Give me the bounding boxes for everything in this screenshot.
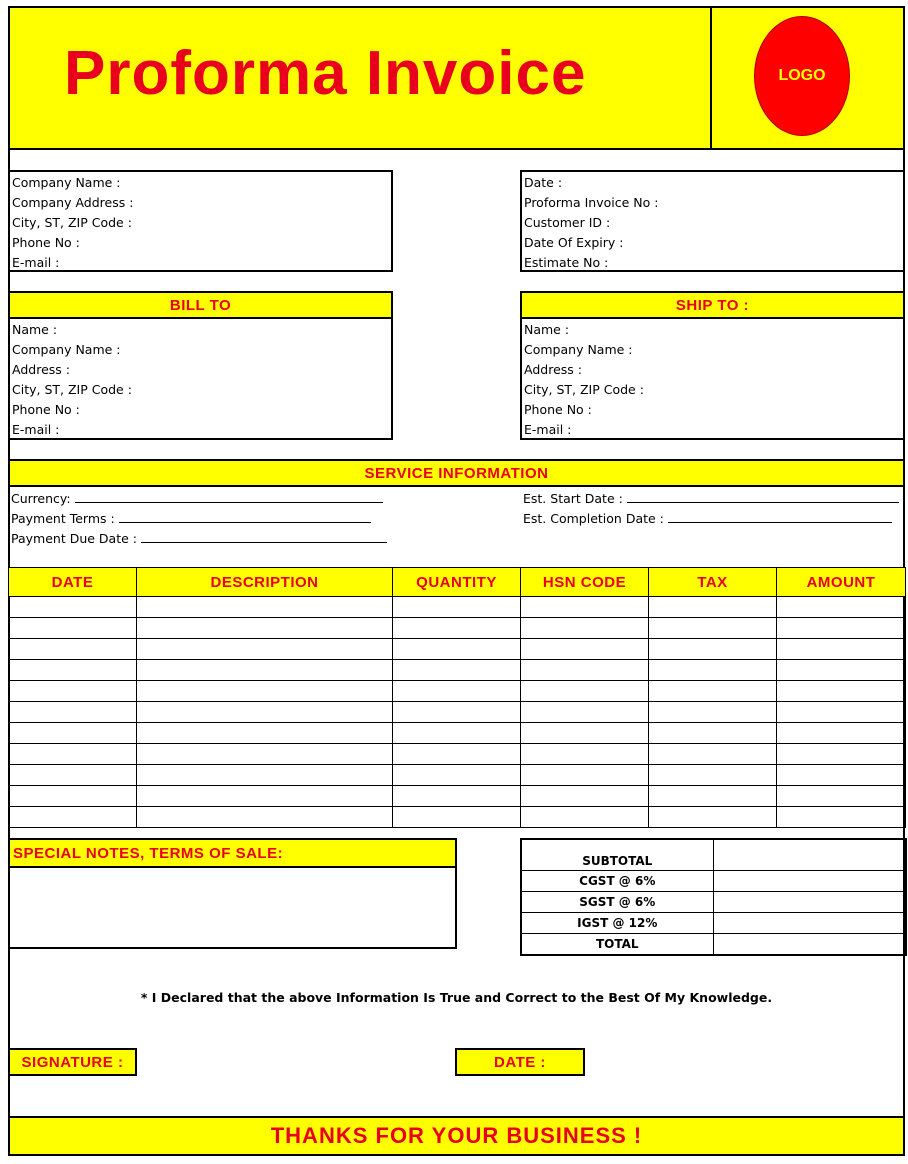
table-cell[interactable]	[137, 597, 393, 618]
cgst-row	[521, 871, 906, 892]
table-row	[9, 744, 906, 765]
company-address-label: Company Address :	[12, 195, 134, 210]
currency-field[interactable]	[11, 489, 383, 506]
table-cell[interactable]	[777, 723, 906, 744]
logo-placeholder: LOGO	[754, 16, 850, 136]
items-table-header-row	[9, 568, 906, 597]
totals-table	[520, 838, 907, 956]
table-cell[interactable]	[521, 597, 649, 618]
est-completion-date-label: Est. Completion Date :	[523, 511, 664, 526]
table-cell[interactable]	[521, 786, 649, 807]
table-cell[interactable]	[137, 660, 393, 681]
table-cell[interactable]	[777, 639, 906, 660]
est-start-date-label: Est. Start Date :	[523, 491, 623, 506]
cgst-value[interactable]	[713, 871, 906, 892]
table-cell[interactable]	[137, 702, 393, 723]
table-cell[interactable]	[9, 639, 137, 660]
table-row	[9, 723, 906, 744]
table-cell[interactable]	[649, 639, 777, 660]
col-description: DESCRIPTION	[137, 568, 393, 597]
ship-to-email-label: E-mail :	[524, 422, 572, 437]
table-cell[interactable]	[649, 807, 777, 828]
sgst-label: SGST @ 6%	[521, 892, 713, 913]
cgst-label: CGST @ 6%	[521, 871, 713, 892]
col-date: DATE	[9, 568, 137, 597]
items-table	[8, 567, 906, 828]
estimate-number-label: Estimate No :	[524, 255, 609, 270]
est-start-date-field[interactable]	[523, 489, 899, 506]
table-cell[interactable]	[649, 660, 777, 681]
table-cell[interactable]	[9, 660, 137, 681]
table-cell[interactable]	[649, 765, 777, 786]
expiry-date-label: Date Of Expiry :	[524, 235, 624, 250]
items-table-body	[9, 597, 906, 828]
date-label: Date :	[524, 175, 563, 190]
service-info-header: SERVICE INFORMATION	[8, 459, 905, 487]
table-cell[interactable]	[137, 807, 393, 828]
table-cell[interactable]	[649, 723, 777, 744]
table-cell[interactable]	[393, 639, 521, 660]
table-cell[interactable]	[521, 618, 649, 639]
table-cell[interactable]	[9, 618, 137, 639]
table-cell[interactable]	[649, 597, 777, 618]
table-cell[interactable]	[521, 660, 649, 681]
bill-to-email-label: E-mail :	[12, 422, 60, 437]
table-cell[interactable]	[9, 807, 137, 828]
subtotal-row	[521, 839, 906, 871]
table-cell[interactable]	[649, 744, 777, 765]
table-row	[9, 681, 906, 702]
ship-to-phone-label: Phone No :	[524, 402, 592, 417]
table-cell[interactable]	[9, 681, 137, 702]
table-cell[interactable]	[137, 723, 393, 744]
table-row	[9, 702, 906, 723]
table-cell[interactable]	[9, 597, 137, 618]
bill-to-box	[8, 317, 393, 440]
payment-terms-field[interactable]	[11, 509, 371, 526]
table-cell[interactable]	[137, 639, 393, 660]
ship-to-city-label: City, ST, ZIP Code :	[524, 382, 644, 397]
invoice-meta-box	[520, 170, 905, 272]
table-cell[interactable]	[393, 723, 521, 744]
company-info-box	[8, 170, 393, 272]
sgst-row	[521, 892, 906, 913]
ship-to-header: SHIP TO :	[520, 291, 905, 319]
est-completion-date-blank	[668, 509, 892, 523]
bill-to-name-label: Name :	[12, 322, 58, 337]
table-cell[interactable]	[521, 765, 649, 786]
company-name-label: Company Name :	[12, 175, 121, 190]
table-cell[interactable]	[777, 597, 906, 618]
table-cell[interactable]	[137, 786, 393, 807]
table-cell[interactable]	[521, 681, 649, 702]
currency-label: Currency:	[11, 491, 71, 506]
header-divider	[710, 6, 712, 150]
sgst-value[interactable]	[713, 892, 906, 913]
igst-value[interactable]	[713, 913, 906, 934]
table-cell[interactable]	[137, 765, 393, 786]
ship-to-name-label: Name :	[524, 322, 570, 337]
table-cell[interactable]	[393, 618, 521, 639]
est-completion-date-field[interactable]	[523, 509, 892, 526]
table-cell[interactable]	[777, 786, 906, 807]
bill-to-address-label: Address :	[12, 362, 70, 377]
page-title: Proforma Invoice	[64, 39, 587, 108]
currency-blank	[75, 489, 383, 503]
subtotal-label: SUBTOTAL	[521, 839, 713, 871]
table-row	[9, 597, 906, 618]
table-cell[interactable]	[393, 660, 521, 681]
table-cell[interactable]	[393, 681, 521, 702]
payment-due-date-blank	[141, 529, 387, 543]
total-row	[521, 934, 906, 956]
table-cell[interactable]	[137, 618, 393, 639]
table-cell[interactable]	[521, 723, 649, 744]
special-notes-box[interactable]	[8, 866, 457, 949]
payment-terms-blank	[119, 509, 371, 523]
bill-to-city-label: City, ST, ZIP Code :	[12, 382, 132, 397]
company-phone-label: Phone No :	[12, 235, 80, 250]
table-cell[interactable]	[649, 786, 777, 807]
table-cell[interactable]	[649, 681, 777, 702]
signature-label: SIGNATURE :	[8, 1048, 137, 1076]
ship-to-box	[520, 317, 905, 440]
table-cell[interactable]	[9, 723, 137, 744]
table-row	[9, 765, 906, 786]
payment-due-date-label: Payment Due Date :	[11, 531, 137, 546]
col-tax: TAX	[649, 568, 777, 597]
table-row	[9, 807, 906, 828]
date-signature-label: DATE :	[455, 1048, 585, 1076]
table-cell[interactable]	[393, 765, 521, 786]
table-cell[interactable]	[9, 765, 137, 786]
table-cell[interactable]	[649, 618, 777, 639]
bill-to-phone-label: Phone No :	[12, 402, 80, 417]
igst-row	[521, 913, 906, 934]
special-notes-header: SPECIAL NOTES, TERMS OF SALE:	[8, 838, 457, 868]
declaration-text: * I Declared that the above Information Is True and Correct to the Best Of My Knowledge.	[140, 990, 773, 1005]
subtotal-value[interactable]	[713, 839, 906, 871]
payment-terms-label: Payment Terms :	[11, 511, 115, 526]
bill-to-company-label: Company Name :	[12, 342, 121, 357]
igst-label: IGST @ 12%	[521, 913, 713, 934]
table-row	[9, 786, 906, 807]
table-row	[9, 660, 906, 681]
total-label: TOTAL	[521, 934, 713, 956]
ship-to-company-label: Company Name :	[524, 342, 633, 357]
table-cell[interactable]	[777, 681, 906, 702]
table-cell[interactable]	[649, 702, 777, 723]
table-cell[interactable]	[521, 702, 649, 723]
table-cell[interactable]	[393, 744, 521, 765]
est-start-date-blank	[627, 489, 899, 503]
table-cell[interactable]	[9, 786, 137, 807]
bill-to-header: BILL TO	[8, 291, 393, 319]
col-quantity: QUANTITY	[393, 568, 521, 597]
payment-due-date-field[interactable]	[11, 529, 387, 546]
table-cell[interactable]	[777, 765, 906, 786]
table-row	[9, 639, 906, 660]
company-email-label: E-mail :	[12, 255, 60, 270]
table-cell[interactable]	[777, 744, 906, 765]
table-cell[interactable]	[393, 807, 521, 828]
ship-to-address-label: Address :	[524, 362, 582, 377]
table-row	[9, 618, 906, 639]
table-cell[interactable]	[9, 744, 137, 765]
table-cell[interactable]	[777, 702, 906, 723]
table-cell[interactable]	[393, 702, 521, 723]
table-cell[interactable]	[521, 807, 649, 828]
invoice-number-label: Proforma Invoice No :	[524, 195, 659, 210]
footer-thanks: THANKS FOR YOUR BUSINESS !	[8, 1116, 905, 1156]
company-city-label: City, ST, ZIP Code :	[12, 215, 132, 230]
table-cell[interactable]	[521, 639, 649, 660]
table-cell[interactable]	[9, 702, 137, 723]
customer-id-label: Customer ID :	[524, 215, 611, 230]
table-cell[interactable]	[521, 744, 649, 765]
table-cell[interactable]	[777, 660, 906, 681]
col-hsn-code: HSN CODE	[521, 568, 649, 597]
table-cell[interactable]	[777, 618, 906, 639]
table-cell[interactable]	[137, 681, 393, 702]
total-value[interactable]	[713, 934, 906, 956]
table-cell[interactable]	[137, 744, 393, 765]
table-cell[interactable]	[777, 807, 906, 828]
table-cell[interactable]	[393, 786, 521, 807]
table-cell[interactable]	[393, 597, 521, 618]
col-amount: AMOUNT	[777, 568, 906, 597]
